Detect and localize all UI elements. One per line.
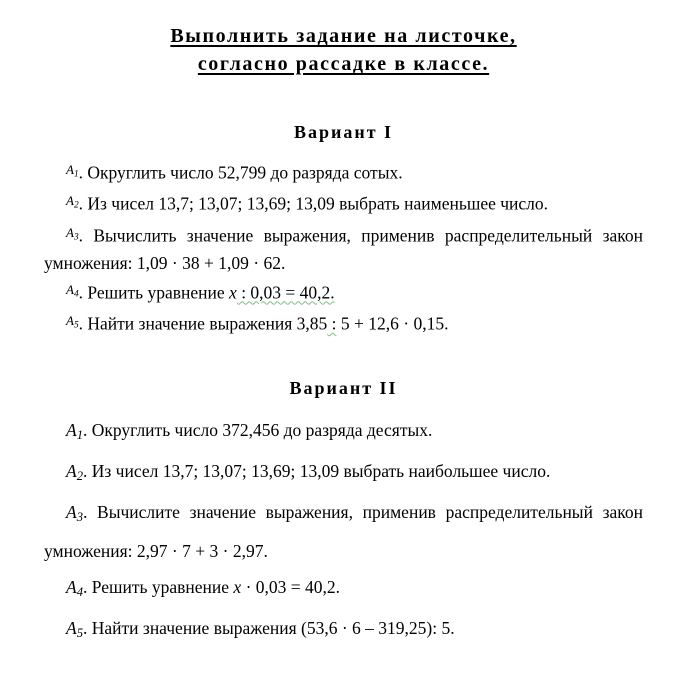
task-a4-v1 <box>44 277 643 307</box>
task-a2-v2 <box>44 454 643 493</box>
spacer <box>44 399 643 413</box>
spacer <box>44 78 643 122</box>
task-variable: x <box>229 282 237 303</box>
task-text-after: : 0,03 = 40,2. <box>236 282 335 303</box>
spacer <box>44 143 643 157</box>
task-a3-v1 <box>44 220 643 276</box>
task-text: . Округлить число 52,799 до разряда сотых. <box>78 162 403 183</box>
task-text: . Из чисел 13,7; 13,07; 13,69; 13,09 выбрать наименьшее число. <box>78 193 549 214</box>
task-text-before: . Решить уравнение <box>83 577 234 598</box>
task-a5-v1 <box>44 308 643 338</box>
task-variable: x <box>233 577 242 598</box>
task-text-wavy: : <box>327 313 337 334</box>
task-text-before: . Решить уравнение <box>78 282 230 303</box>
task-text: . Округлить число 372,456 до разряда десятых. <box>83 419 433 440</box>
task-label: A3 <box>66 224 79 242</box>
task-a1-v1 <box>44 157 643 187</box>
task-a3-v2 <box>44 495 643 568</box>
task-label: $A_1$ <box>66 419 83 442</box>
task-label: $A_2$ <box>66 460 83 483</box>
task-a4-v2 <box>44 570 643 609</box>
task-text-before: . Найти значение выражения 3,85 <box>78 313 328 334</box>
variant-2-tasks <box>44 413 643 651</box>
task-label: A5 <box>66 313 79 331</box>
task-text: . Найти значение выражения (53,6 · 6 – 319,25): 5. <box>83 618 455 639</box>
task-label: A2 <box>66 193 79 211</box>
task-label: $A_5$ <box>66 618 83 641</box>
task-text-after: 5 + 12,6 · 0,15. <box>336 313 449 334</box>
spacer <box>44 340 643 378</box>
task-label: $A_3$ <box>66 501 83 525</box>
task-label: A4 <box>66 281 79 300</box>
page-title-line-2: согласно рассадке в классе. <box>197 53 490 75</box>
task-label: A1 <box>66 162 79 180</box>
task-text-after: · 0,03 = 40,2. <box>241 577 341 598</box>
page-title <box>44 22 643 78</box>
page-title-line-1: Выполнить задание на листочке, <box>170 25 517 47</box>
task-text: . Из чисел 13,7; 13,07; 13,69; 13,09 выбрать наибольшее число. <box>83 460 551 481</box>
task-a1-v2 <box>44 413 643 452</box>
task-text: . Вычислить значение выражения, применив распределительный закон умножения: 1,09 · 38 + 1,09 · 62. <box>44 225 643 273</box>
task-label: $A_4$ <box>66 577 83 600</box>
variant-2-heading: Вариант II <box>289 377 398 398</box>
task-a5-v2 <box>44 611 643 650</box>
variant-1-heading: Вариант I <box>293 122 394 142</box>
task-text: . Вычислите значение выражения, применив распределительный закон умножения: 2,97 · 7 + 3 · 2,97. <box>44 501 643 562</box>
variant-1-tasks <box>44 157 643 339</box>
task-a2-v1 <box>44 188 643 218</box>
